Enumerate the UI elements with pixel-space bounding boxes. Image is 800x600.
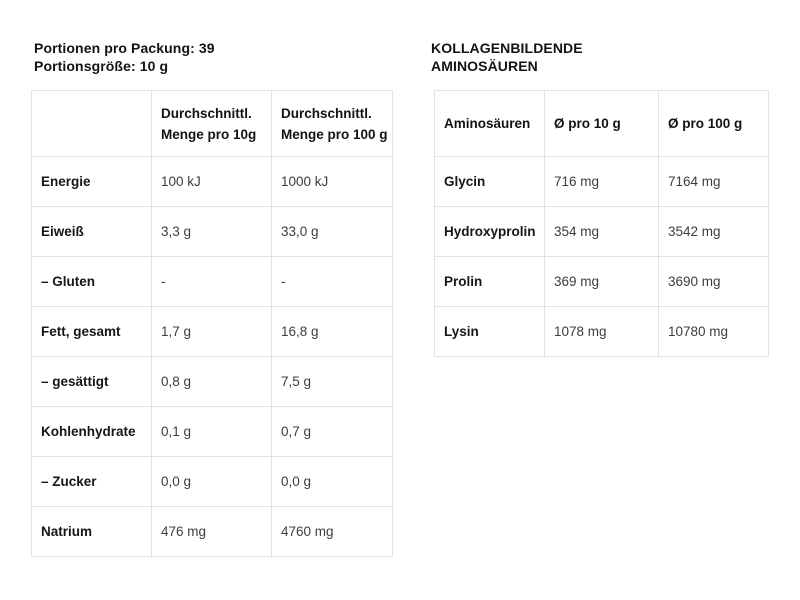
amino-value-10g: 716 mg [545, 157, 659, 207]
table-row-eiweiss [32, 207, 393, 257]
table-row-fett [32, 307, 393, 357]
nutrition-value-10g: 1,7 g [152, 307, 272, 357]
nutrition-header-per-100g: Durchschnittl. Menge pro 100 g [272, 91, 393, 157]
nutrition-value-100g: 0,0 g [272, 457, 393, 507]
nutrition-value-100g: 33,0 g [272, 207, 393, 257]
nutrition-value-10g: 0,8 g [152, 357, 272, 407]
nutrition-value-100g: 1000 kJ [272, 157, 393, 207]
amino-value-100g: 7164 mg [659, 157, 769, 207]
nutrition-value-10g: 100 kJ [152, 157, 272, 207]
amino-value-100g: 3542 mg [659, 207, 769, 257]
nutrition-row-label: Energie [32, 157, 152, 207]
amino-acids-table [434, 90, 769, 357]
nutrition-header-row [32, 91, 393, 157]
amino-header-per-10g: Ø pro 10 g [545, 91, 659, 157]
amino-title-line1: KOLLAGENBILDENDE [431, 40, 583, 56]
table-row-zucker [32, 457, 393, 507]
table-row-prolin [435, 257, 769, 307]
amino-acids-title [431, 39, 583, 75]
nutrition-header-empty [32, 91, 152, 157]
table-row-lysin [435, 307, 769, 357]
nutrition-row-label: – Zucker [32, 457, 152, 507]
serving-size-text: Portionsgröße: 10 g [34, 58, 169, 74]
amino-row-label: Lysin [435, 307, 545, 357]
amino-value-10g: 354 mg [545, 207, 659, 257]
amino-title-line2: AMINOSÄUREN [431, 58, 538, 74]
amino-header-row [435, 91, 769, 157]
nutrition-value-100g: 16,8 g [272, 307, 393, 357]
nutrition-table [31, 90, 393, 557]
table-row-energie [32, 157, 393, 207]
nutrition-row-label: Fett, gesamt [32, 307, 152, 357]
amino-row-label: Glycin [435, 157, 545, 207]
amino-row-label: Prolin [435, 257, 545, 307]
nutrition-value-10g: 3,3 g [152, 207, 272, 257]
nutrition-row-label: Kohlenhydrate [32, 407, 152, 457]
table-row-gesaettigt [32, 357, 393, 407]
table-row-natrium [32, 507, 393, 557]
nutrition-value-100g: - [272, 257, 393, 307]
amino-value-10g: 1078 mg [545, 307, 659, 357]
servings-title [34, 39, 215, 75]
nutrition-value-10g: 0,1 g [152, 407, 272, 457]
table-row-kohlenhydrate [32, 407, 393, 457]
nutrition-value-100g: 0,7 g [272, 407, 393, 457]
nutrition-row-label: Eiweiß [32, 207, 152, 257]
amino-value-100g: 3690 mg [659, 257, 769, 307]
table-row-hydroxyprolin [435, 207, 769, 257]
amino-header-name: Aminosäuren [435, 91, 545, 157]
nutrition-value-100g: 4760 mg [272, 507, 393, 557]
table-row-gluten [32, 257, 393, 307]
nutrition-value-10g: 476 mg [152, 507, 272, 557]
servings-per-pack-text: Portionen pro Packung: 39 [34, 40, 215, 56]
nutrition-row-label: – Gluten [32, 257, 152, 307]
nutrition-header-per-10g: Durchschnittl. Menge pro 10g [152, 91, 272, 157]
nutrition-value-100g: 7,5 g [272, 357, 393, 407]
nutrition-value-10g: - [152, 257, 272, 307]
amino-header-per-100g: Ø pro 100 g [659, 91, 769, 157]
nutrition-row-label: Natrium [32, 507, 152, 557]
table-row-glycin [435, 157, 769, 207]
amino-value-10g: 369 mg [545, 257, 659, 307]
amino-value-100g: 10780 mg [659, 307, 769, 357]
nutrition-value-10g: 0,0 g [152, 457, 272, 507]
nutrition-row-label: – gesättigt [32, 357, 152, 407]
amino-row-label: Hydroxyprolin [435, 207, 545, 257]
